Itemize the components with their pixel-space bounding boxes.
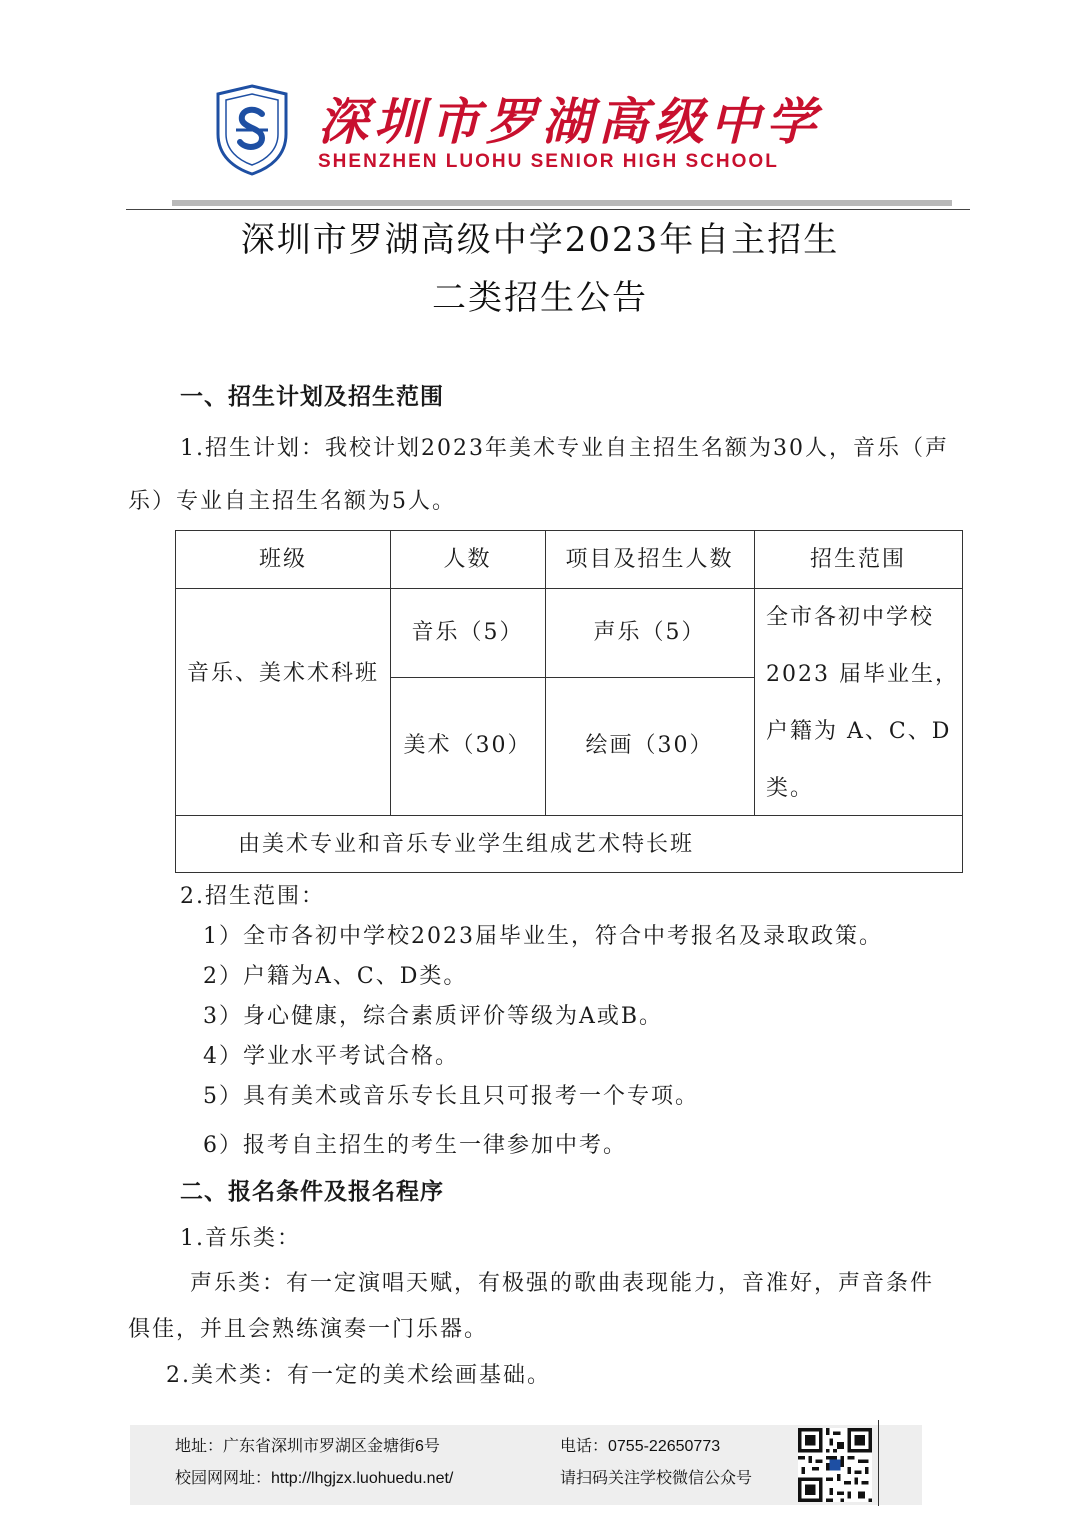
table-row-art-project: 绘画（30） xyxy=(585,733,714,758)
document-title-line1: 深圳市罗湖高级中学2023年自主招生 xyxy=(240,220,840,260)
table-row-music-count: 音乐（5） xyxy=(411,620,524,645)
scope-heading: 2.招生范围： xyxy=(180,884,325,909)
music-line1: 声乐类：有一定演唱天赋，有极强的歌曲表现能力，音准好，声音条件 xyxy=(190,1271,935,1296)
music-line2: 俱佳，并且会熟练演奏一门乐器。 xyxy=(128,1317,489,1342)
scope-item-2: 2）户籍为A、C、D类。 xyxy=(203,964,468,989)
scope-item-1: 1）全市各初中学校2023届毕业生，符合中考报名及录取政策。 xyxy=(203,924,883,949)
table-scope-line2: 2023 届毕业生， xyxy=(766,662,959,687)
table-header-scope: 招生范围 xyxy=(809,547,906,572)
document-title-line2: 二类招生公告 xyxy=(432,278,648,318)
footer-divider xyxy=(878,1420,879,1506)
table-scope-line3: 户籍为 A、C、D xyxy=(766,719,952,744)
table-row-art-count: 美术（30） xyxy=(403,733,532,758)
art-line: 2.美术类：有一定的美术绘画基础。 xyxy=(166,1363,551,1388)
table-scope-line1: 全市各初中学校 xyxy=(766,605,935,630)
scope-item-3: 3）身心健康，综合素质评价等级为A或B。 xyxy=(203,1004,664,1029)
header-divider-thin xyxy=(126,209,970,210)
header-divider-thick xyxy=(172,200,952,206)
plan-line1: 1.招生计划：我校计划2023年美术专业自主招生名额为30人，音乐（声 xyxy=(180,436,949,461)
school-name-en: SHENZHEN LUOHU SENIOR HIGH SCHOOL xyxy=(318,151,779,172)
table-scope-line4: 类。 xyxy=(766,776,815,801)
scope-item-4: 4）学业水平考试合格。 xyxy=(203,1044,459,1069)
section1-heading: 一、招生计划及招生范围 xyxy=(180,383,444,410)
school-emblem-icon xyxy=(214,84,290,176)
table-header-class: 班级 xyxy=(258,547,307,572)
enrollment-table xyxy=(175,530,963,873)
section2-heading: 二、报名条件及报名程序 xyxy=(180,1178,444,1205)
plan-line2: 乐）专业自主招生名额为5人。 xyxy=(128,489,456,514)
footer-address: 地址：广东省深圳市罗湖区金塘街6号 xyxy=(175,1438,440,1455)
footer-phone: 电话：0755-22650773 xyxy=(560,1438,721,1455)
qr-code-icon xyxy=(798,1428,872,1502)
table-row-music-project: 声乐（5） xyxy=(593,620,706,645)
table-class-name: 音乐、美术术科班 xyxy=(186,661,379,686)
footer-wechat-hint: 请扫码关注学校微信公众号 xyxy=(560,1470,753,1487)
scope-item-5: 5）具有美术或音乐专长且只可报考一个专项。 xyxy=(203,1084,699,1109)
table-header-project: 项目及招生人数 xyxy=(565,547,734,572)
footer-website: 校园网网址：http://lhgjzx.luohuedu.net/ xyxy=(175,1470,454,1487)
scope-item-6: 6）报考自主招生的考生一律参加中考。 xyxy=(203,1133,627,1158)
table-footer-note: 由美术专业和音乐专业学生组成艺术特长班 xyxy=(238,832,695,857)
table-header-count: 人数 xyxy=(443,547,492,572)
school-name-cn: 深圳市罗湖高级中学 xyxy=(318,92,822,151)
music-heading: 1.音乐类： xyxy=(180,1226,301,1251)
